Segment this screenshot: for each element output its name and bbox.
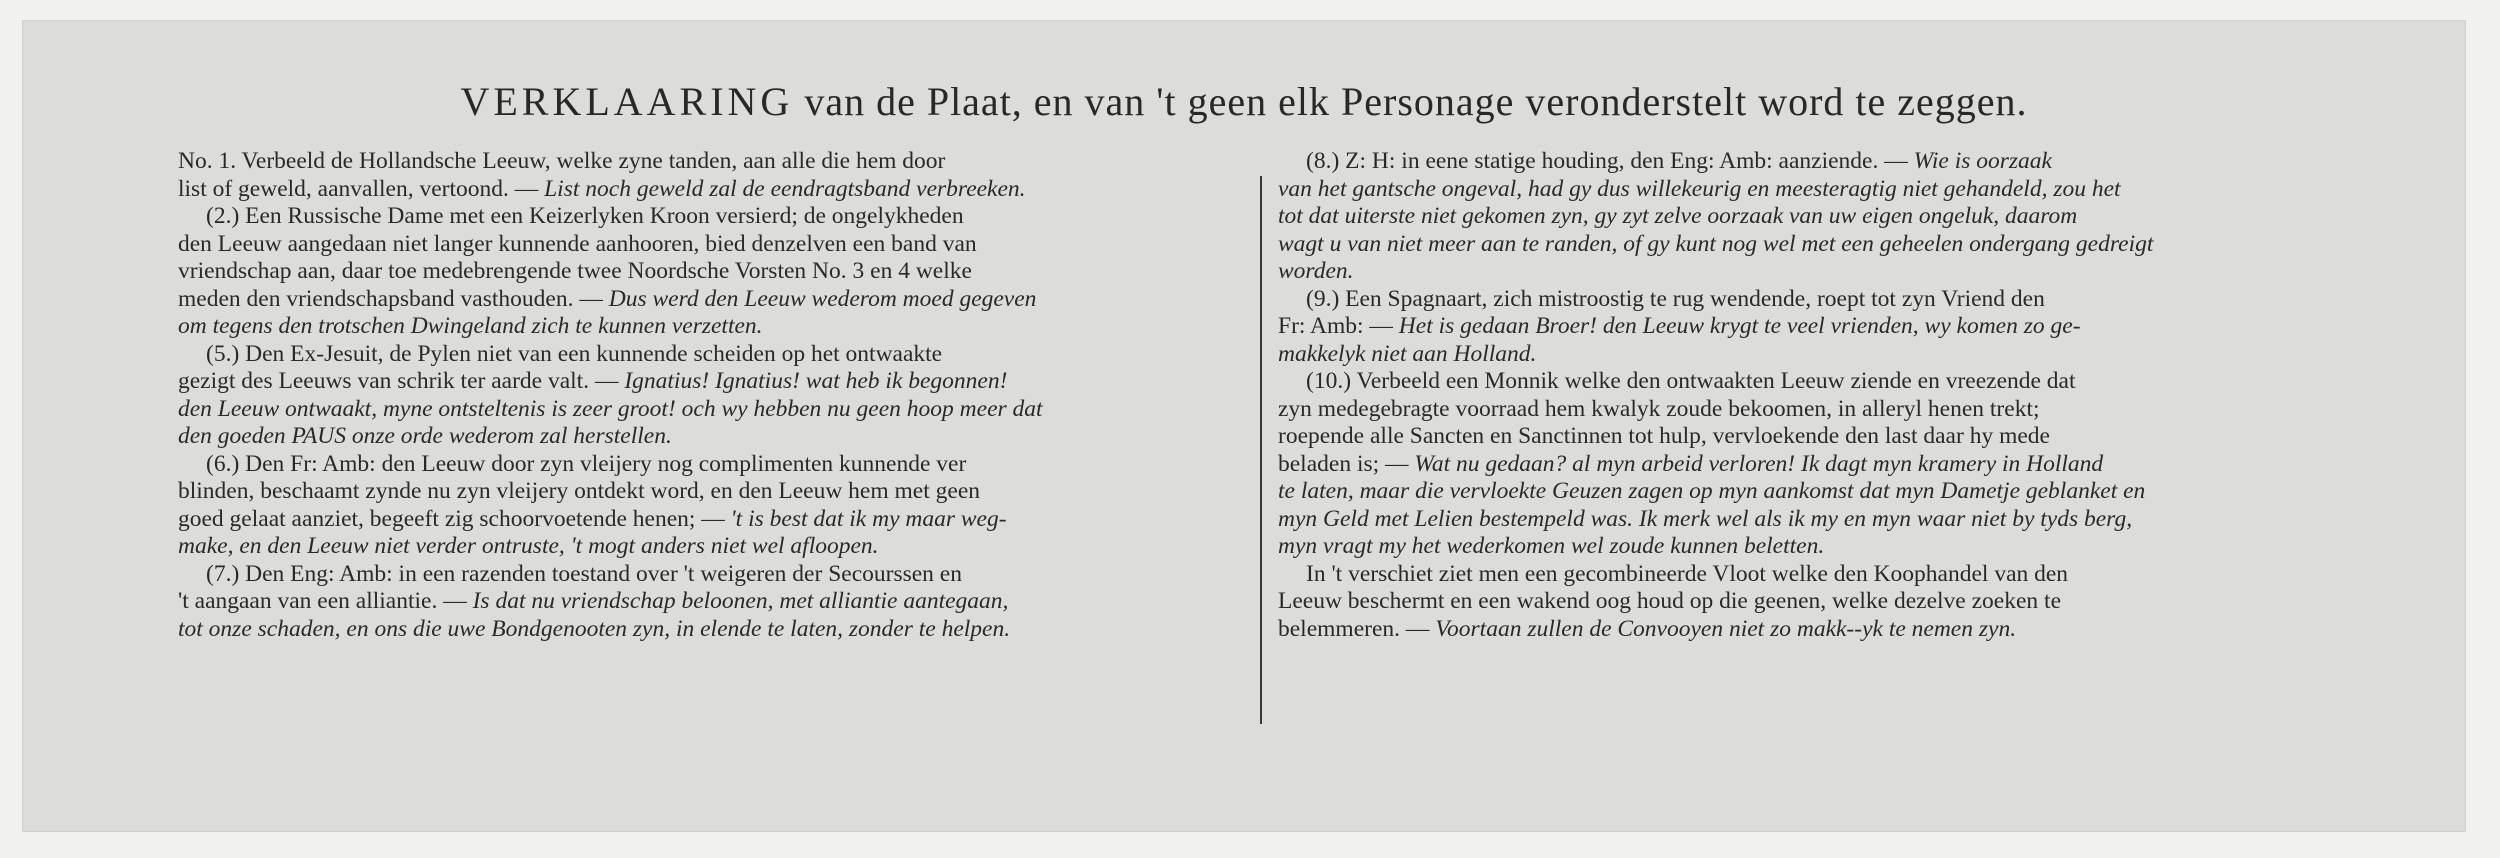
text-segment: No. 1. Verbeeld de Hollandsche Leeuw, welke zyne tanden, aan alle die hem door — [178, 148, 946, 174]
text-line — [178, 148, 1246, 176]
italic-quote: Ignatius! Ignatius! wat heb ik begonnen! — [624, 368, 1008, 394]
text-line — [1278, 368, 2362, 396]
text-line — [1278, 561, 2362, 589]
text-line — [1278, 203, 2362, 231]
italic-quote: Voortaan zullen de Convooyen niet zo makk--yk te nemen zyn. — [1435, 615, 2017, 642]
text-line — [178, 478, 1246, 506]
right-column — [1278, 148, 2362, 643]
text-line — [178, 561, 1246, 589]
page-title — [22, 78, 2466, 125]
text-line — [1278, 286, 2362, 314]
italic-quote: wagt u van niet meer aan te randen, of gy kunt nog wel met een geheelen ondergang gedreigt — [1278, 230, 2154, 257]
text-segment: blinden, beschaamt zynde nu zyn vleijery ontdekt word, en den Leeuw hem met geen — [178, 478, 980, 504]
text-segment: belemmeren. — — [1278, 615, 1436, 642]
text-line — [1278, 478, 2362, 506]
text-segment: 't aangaan van een alliantie. — — [178, 588, 473, 614]
italic-quote: List noch geweld zal de eendragtsband verbreeken. — [544, 175, 1026, 202]
text-segment: (10.) Verbeeld een Monnik welke den ontwaakten Leeuw ziende en vreezende dat — [1306, 368, 2076, 394]
text-segment: (7.) Den Eng: Amb: in een razenden toestand over 't weigeren der Secourssen en — [206, 560, 962, 587]
text-segment: (8.) Z: H: in eene statige houding, den Eng: Amb: aanziende. — — [1306, 148, 1914, 174]
italic-quote: Is dat nu vriendschap beloonen, met alliantie aantegaan, — [472, 588, 1009, 614]
text-segment: goed gelaat aanziet, begeeft zig schoorvoetende henen; — — [178, 505, 731, 532]
text-line — [1278, 616, 2362, 644]
italic-quote: den Leeuw ontwaakt, myne ontsteltenis is zeer groot! och wy hebben nu geen hoop meer dat — [178, 395, 1043, 422]
italic-quote: makkelyk niet aan Holland. — [1278, 340, 1537, 367]
title-caps: VERKLAARING — [460, 79, 794, 124]
italic-quote: van het gantsche ongeval, had gy dus willekeurig en meesteragtig niet gehandeld, zou het — [1278, 175, 2121, 202]
text-segment: (6.) Den Fr: Amb: den Leeuw door zyn vleijery nog complimenten kunnende ver — [206, 450, 967, 477]
text-line — [1278, 148, 2362, 176]
text-line — [1278, 341, 2362, 369]
italic-quote: tot dat uiterste niet gekomen zyn, gy zyt zelve oorzaak van uw eigen ongeluk, daarom — [1278, 203, 2078, 229]
italic-quote: myn vragt my het wederkomen wel zoude kunnen beletten. — [1278, 533, 1825, 559]
text-line — [178, 286, 1246, 314]
text-line — [1278, 258, 2362, 286]
text-line — [178, 176, 1246, 204]
text-segment: roepende alle Sancten en Sanctinnen tot hulp, vervloekende den last daar hy mede — [1278, 423, 2050, 449]
text-line — [178, 341, 1246, 369]
text-segment: (9.) Een Spagnaart, zich mistroostig te rug wendende, roept tot zyn Vriend den — [1306, 285, 2045, 312]
text-segment: In 't verschiet ziet men een gecombineerde Vloot welke den Koophandel van den — [1306, 560, 2069, 587]
text-line — [178, 203, 1246, 231]
text-line — [1278, 506, 2362, 534]
title-rest: van de Plaat, en van 't geen elk Personage veronderstelt word te zeggen. — [804, 79, 2028, 124]
text-segment: vriendschap aan, daar toe medebrengende twee Noordsche Vorsten No. 3 en 4 welke — [178, 258, 972, 284]
text-segment: beladen is; — — [1278, 450, 1415, 477]
italic-quote: Wat nu gedaan? al myn arbeid verloren! Ik dagt myn kramery in Holland — [1414, 450, 2104, 477]
column-divider — [1260, 176, 1262, 724]
italic-quote: worden. — [1278, 258, 1354, 284]
text-segment: (2.) Een Russische Dame met een Keizerlyken Kroon versierd; de ongelykheden — [206, 203, 964, 229]
text-segment: Fr: Amb: — — [1278, 313, 1399, 339]
text-segment: meden den vriendschapsband vasthouden. — — [178, 285, 609, 312]
text-line — [178, 533, 1246, 561]
printed-sheet — [22, 20, 2466, 832]
italic-quote: make, en den Leeuw niet verder ontruste, 't mogt anders niet wel afloopen. — [178, 533, 879, 559]
text-segment: list of geweld, aanvallen, vertoond. — — [178, 175, 545, 202]
italic-quote: om tegens den trotschen Dwingeland zich te kunnen verzetten. — [178, 313, 763, 339]
italic-quote: myn Geld met Lelien bestempeld was. Ik merk wel als ik my en myn waar niet by tyds berg, — [1278, 505, 2133, 532]
text-line — [178, 368, 1246, 396]
text-segment: Leeuw beschermt en een wakend oog houd op die geenen, welke dezelve zoeken te — [1278, 588, 2061, 614]
italic-quote: Dus werd den Leeuw wederom moed gegeven — [608, 285, 1037, 312]
text-line — [178, 396, 1246, 424]
text-line — [178, 451, 1246, 479]
text-line — [178, 231, 1246, 259]
text-line — [1278, 396, 2362, 424]
text-line — [178, 258, 1246, 286]
text-line — [178, 588, 1246, 616]
text-line — [1278, 231, 2362, 259]
text-segment: den Leeuw aangedaan niet langer kunnende aanhooren, bied denzelven een band van — [178, 230, 977, 257]
left-column — [178, 148, 1246, 643]
text-segment: (5.) Den Ex-Jesuit, de Pylen niet van een kunnende scheiden op het ontwaakte — [206, 340, 943, 367]
text-segment: zyn medegebragte voorraad hem kwalyk zoude bekoomen, in alleryl henen trekt; — [1278, 395, 2040, 422]
italic-quote: 't is best dat ik my maar weg- — [730, 505, 1007, 532]
text-segment: gezigt des Leeuws van schrik ter aarde valt. — — [178, 368, 625, 394]
text-line — [1278, 451, 2362, 479]
italic-quote: tot onze schaden, en ons die uwe Bondgenooten zyn, in elende te laten, zonder te helpen. — [178, 615, 1011, 642]
text-line — [1278, 176, 2362, 204]
text-line — [1278, 588, 2362, 616]
text-line — [1278, 533, 2362, 561]
text-line — [178, 423, 1246, 451]
italic-quote: te laten, maar die vervloekte Geuzen zagen op myn aankomst dat myn Dametje geblanket en — [1278, 478, 2146, 504]
text-line — [178, 313, 1246, 341]
text-line — [178, 616, 1246, 644]
italic-quote: Wie is oorzaak — [1913, 148, 2052, 174]
text-line — [178, 506, 1246, 534]
italic-quote: den goeden PAUS onze orde wederom zal herstellen. — [178, 423, 672, 449]
italic-quote: Het is gedaan Broer! den Leeuw krygt te veel vrienden, wy komen zo ge- — [1398, 313, 2081, 339]
text-line — [1278, 423, 2362, 451]
text-line — [1278, 313, 2362, 341]
